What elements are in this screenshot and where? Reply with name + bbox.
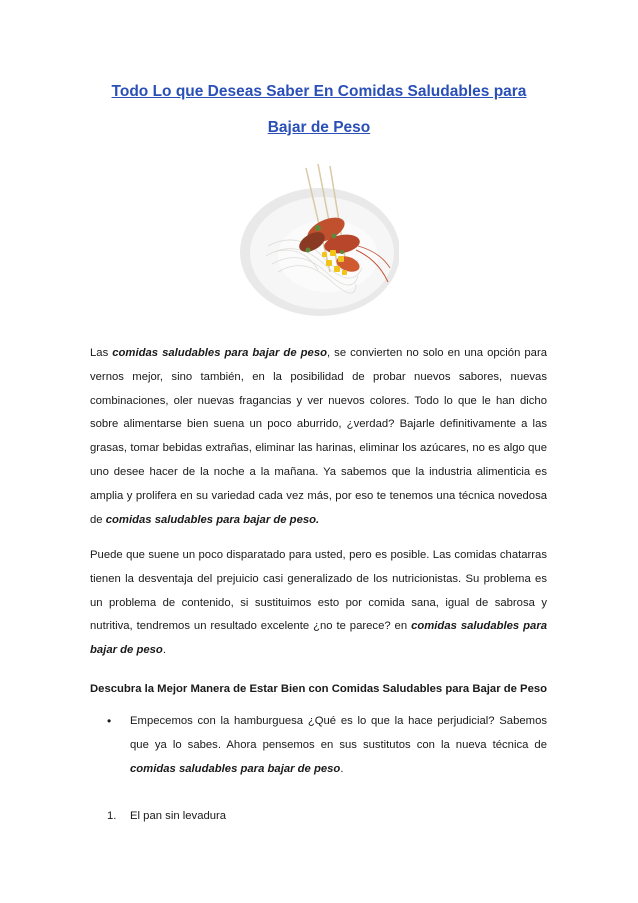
document-title-line-1: Todo Lo que Deseas Saber En Comidas Saludables para xyxy=(111,83,527,100)
bullet-item xyxy=(130,710,547,781)
emphasis-keyword: comidas saludables para bajar de peso xyxy=(90,620,547,657)
paragraph-second xyxy=(90,544,547,663)
list-item: El pan sin levadura xyxy=(130,810,227,822)
bullet-text: . xyxy=(340,762,344,775)
emphasis-keyword: comidas saludables para bajar de peso xyxy=(130,762,341,775)
emphasis-keyword: comidas saludables para bajar de peso xyxy=(112,347,328,359)
paragraph-text: , se convierten no solo en una opción para vernos mejor, sino también, en la posibilidad de probar nuevos sabores, nuevas combinaciones, oler nuevas fragancias y ver nuevos colores. Todo lo que le han dicho sobre alimentarse bien suena un poco aburrido, ¿verdad? Bajarle definitivamente a las grasas, tomar bebidas extrañas, eliminar las harinas, eliminar los azúcares, no es algo que uno desee hacer de la noche a la mañana. Ya sabemos que la industria alimenticia es amplia y prolifera en su variedad cada vez más, por eso te tenemos una técnica novedosa de xyxy=(90,347,547,526)
paragraph-text: Puede que suene un poco disparatado para usted, pero es posible. Las comidas chatarras tienen la desventaja del prejuicio casi generalizado de los nutricionistas. Su problema es un problema de contenido, si sustituimos esto por comida sana, igual de sabrosa y nutritiva, tendremos un resultado excelente ¿no te parece? en xyxy=(90,549,547,633)
list-number: 1. xyxy=(107,810,117,822)
paragraph-intro xyxy=(90,342,547,532)
paragraph-text: Las xyxy=(90,347,113,359)
emphasis-keyword: comidas saludables para bajar de peso. xyxy=(105,513,320,526)
document-title-line-2: Bajar de Peso xyxy=(267,119,371,136)
bullet-marker: • xyxy=(107,714,112,728)
section-subheading: Descubra la Mejor Manera de Estar Bien con Comidas Saludables para Bajar de Peso xyxy=(90,683,548,695)
paragraph-text: . xyxy=(162,644,166,657)
food-plate-image xyxy=(238,160,399,326)
bullet-text: Empecemos con la hamburguesa ¿Qué es lo que la hace perjudicial? Sabemos que ya lo sabes. Ahora pensemos en sus sustitutos con la nueva técnica de xyxy=(130,715,547,751)
